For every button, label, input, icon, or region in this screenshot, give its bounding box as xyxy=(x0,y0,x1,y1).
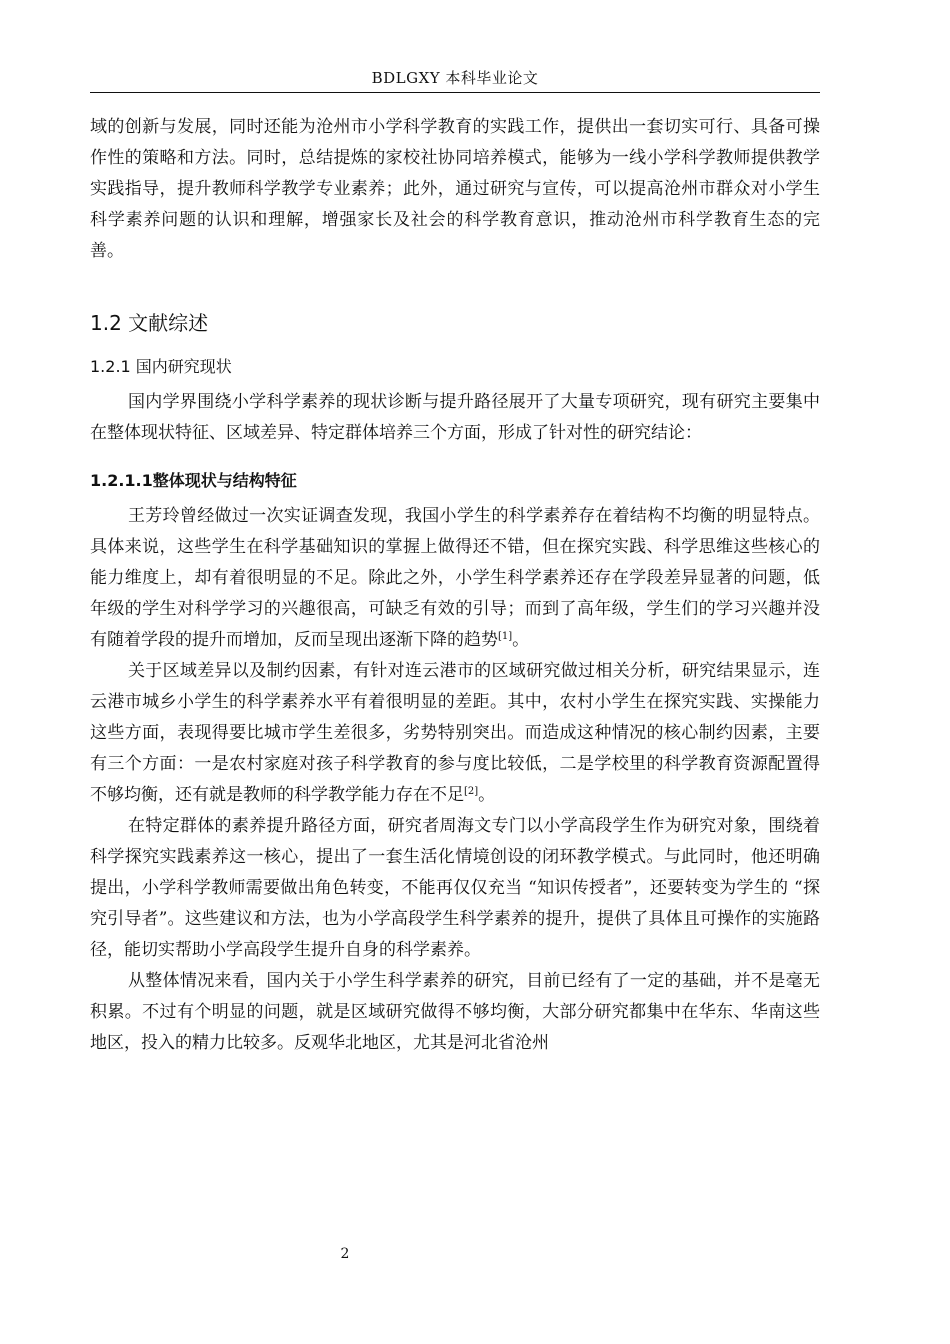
citation-ref: [1] xyxy=(498,631,513,642)
paragraph-tail: 。 xyxy=(512,630,530,650)
paragraph-text: 王芳玲曾经做过一次实证调查发现，我国小学生的科学素养存在着结构不均衡的明显特点。具体来说，这些学生在科学基础知识的掌握上做得还不错，但在探究实践、科学思维这些核心的能力维度上，却有着很明显的不足。除此之外，小学生科学素养还存在学段差异显著的问题，低年级的学生对科学学习的兴趣很高，可缺乏有效的引导；而到了高年级，学生们的学习兴趣并没有随着学段的提升而增加，反而呈现出逐渐下降的趋势 xyxy=(90,506,820,650)
intro-paragraph: 域的创新与发展，同时还能为沧州市小学科学教育的实践工作，提供出一套切实可行、具备可操作性的策略和方法。同时，总结提炼的家校社协同培养模式，能够为一线小学科学教师提供教学实践指导，提升教师科学教学专业素养；此外，通过研究与宣传，可以提高沧州市群众对小学生科学素养问题的认识和理解，增强家长及社会的科学教育意识，推动沧州市科学教育生态的完善。 xyxy=(90,117,820,261)
subsubsection-heading: 1.2.1.1整体现状与结构特征 xyxy=(90,471,297,490)
subsection-intro-paragraph: 国内学界围绕小学科学素养的现状诊断与提升路径展开了大量专项研究，现有研究主要集中在整体现状特征、区域差异、特定群体培养三个方面，形成了针对性的研究结论： xyxy=(90,392,820,443)
paragraph-text: 在特定群体的素养提升路径方面，研究者周海文专门以小学高段学生作为研究对象，围绕着科学探究实践素养这一核心，提出了一套生活化情境创设的闭环教学模式。与此同时，他还明确提出，小学科学教师需要做出角色转变，不能再仅仅充当 “知识传授者”，还要转变为学生的 “探究引导者”。这些建议和方法，也为小学高段学生科学素养的提升，提供了具体且可操作的实施路径，能切实帮助小学高段学生提升自身的科学素养。 xyxy=(90,816,820,960)
paragraph-regional-difference xyxy=(90,656,820,811)
paragraph-overall-status xyxy=(90,501,820,656)
paragraph-text: 从整体情况来看，国内关于小学生科学素养的研究，目前已经有了一定的基础，并不是毫无积累。不过有个明显的问题，就是区域研究做得不够均衡，大部分研究都集中在华东、华南这些地区，投入的精力比较多。反观华北地区，尤其是河北省沧州 xyxy=(90,971,820,1053)
subsection-heading: 1.2.1 国内研究现状 xyxy=(90,357,232,376)
page-number: 2 xyxy=(340,1246,350,1262)
body-text xyxy=(90,112,820,1059)
running-header-title: BDLGXY 本科毕业论文 xyxy=(371,69,539,87)
paragraph-text: 关于区域差异以及制约因素，有针对连云港市的区域研究做过相关分析，研究结果显示，连云港市城乡小学生的科学素养水平有着很明显的差距。其中，农村小学生在探究实践、实操能力这些方面，表现得要比城市学生差很多，劣势特别突出。而造成这种情况的核心制约因素，主要有三个方面：一是农村家庭对孩子科学教育的参与度比较低，二是学校里的科学教育资源配置得不够均衡，还有就是教师的科学教学能力存在不足 xyxy=(90,661,820,805)
paragraph-tail: 。 xyxy=(478,785,496,805)
header-divider xyxy=(90,92,820,93)
paragraph-group-pathway xyxy=(90,811,820,966)
citation-ref: [2] xyxy=(464,786,479,797)
paragraph-overall-summary xyxy=(90,966,820,1059)
section-heading: 1.2 文献综述 xyxy=(90,311,209,335)
